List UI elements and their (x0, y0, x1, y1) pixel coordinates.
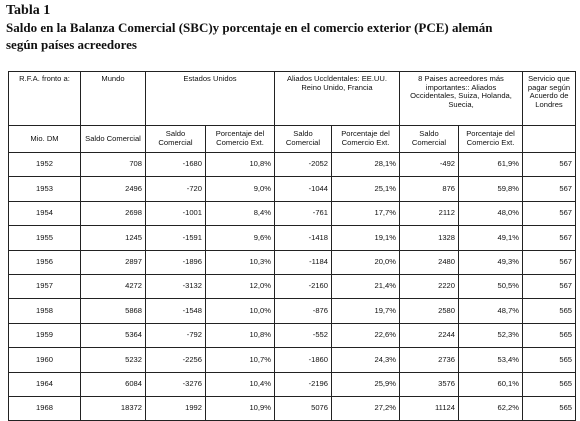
table-row (9, 299, 576, 323)
table-row (9, 348, 576, 372)
year-cell: 1952 (9, 153, 81, 177)
servicio-cell: 565 (523, 396, 576, 420)
year-cell: 1964 (9, 372, 81, 396)
mundo-cell: 5868 (81, 299, 146, 323)
ocho-pct-cell: 59,8% (459, 177, 523, 201)
trade-balance-table (8, 71, 576, 421)
header-aliados-saldo: Saldo Comercial (275, 126, 332, 153)
year-cell: 1960 (9, 348, 81, 372)
aliados-pct-cell: 19,7% (332, 299, 400, 323)
header-aliados-pct: Porcentaje del Comercio Ext. (332, 126, 400, 153)
servicio-cell: 565 (523, 372, 576, 396)
ocho-saldo-cell: 2244 (400, 323, 459, 347)
aliados-saldo-cell: -2052 (275, 153, 332, 177)
mundo-cell: 2897 (81, 250, 146, 274)
mundo-cell: 18372 (81, 396, 146, 420)
year-cell: 1956 (9, 250, 81, 274)
aliados-pct-cell: 22,6% (332, 323, 400, 347)
header-mundo-saldo: Saldo Comercial (81, 126, 146, 153)
year-cell: 1953 (9, 177, 81, 201)
aliados-pct-cell: 20,0% (332, 250, 400, 274)
servicio-cell: 567 (523, 177, 576, 201)
ocho-pct-cell: 60,1% (459, 372, 523, 396)
us-saldo-cell: -1001 (146, 201, 206, 225)
aliados-saldo-cell: -552 (275, 323, 332, 347)
servicio-cell: 565 (523, 323, 576, 347)
aliados-saldo-cell: -1418 (275, 226, 332, 250)
us-pct-cell: 10,3% (206, 250, 275, 274)
us-saldo-cell: -792 (146, 323, 206, 347)
year-cell: 1954 (9, 201, 81, 225)
table-row (9, 153, 576, 177)
table-title-line-1: Saldo en la Balanza Comercial (SBC)y porcentaje en el comercio exterior (PCE) alemán (6, 20, 493, 35)
ocho-pct-cell: 50,5% (459, 274, 523, 298)
us-saldo-cell: -1591 (146, 226, 206, 250)
us-saldo-cell: -2256 (146, 348, 206, 372)
us-saldo-cell: -720 (146, 177, 206, 201)
aliados-saldo-cell: -1044 (275, 177, 332, 201)
header-estados-unidos: Estados Unidos (146, 72, 275, 126)
us-pct-cell: 8,4% (206, 201, 275, 225)
table-row (9, 396, 576, 420)
ocho-pct-cell: 52,3% (459, 323, 523, 347)
ocho-pct-cell: 62,2% (459, 396, 523, 420)
us-pct-cell: 9,0% (206, 177, 275, 201)
header-mundo: Mundo (81, 72, 146, 126)
servicio-cell: 565 (523, 348, 576, 372)
mundo-cell: 6084 (81, 372, 146, 396)
ocho-saldo-cell: 2112 (400, 201, 459, 225)
table-row (9, 177, 576, 201)
header-ocho-pct: Porcentaje del Comercio Ext. (459, 126, 523, 153)
mundo-cell: 708 (81, 153, 146, 177)
aliados-pct-cell: 25,1% (332, 177, 400, 201)
aliados-saldo-cell: -761 (275, 201, 332, 225)
ocho-saldo-cell: 2480 (400, 250, 459, 274)
aliados-saldo-cell: 5076 (275, 396, 332, 420)
us-pct-cell: 12,0% (206, 274, 275, 298)
us-pct-cell: 10,4% (206, 372, 275, 396)
header-servicio-blank (523, 126, 576, 153)
mundo-cell: 2698 (81, 201, 146, 225)
ocho-pct-cell: 49,3% (459, 250, 523, 274)
table-caption (6, 3, 576, 53)
us-pct-cell: 10,8% (206, 323, 275, 347)
header-rfa: R.F.A. fronto a: (9, 72, 81, 126)
us-saldo-cell: 1992 (146, 396, 206, 420)
table-row (9, 250, 576, 274)
servicio-cell: 567 (523, 201, 576, 225)
mundo-cell: 5232 (81, 348, 146, 372)
year-cell: 1958 (9, 299, 81, 323)
header-us-pct: Porcentaje del Comercio Ext. (206, 126, 275, 153)
mundo-cell: 1245 (81, 226, 146, 250)
servicio-cell: 567 (523, 274, 576, 298)
servicio-cell: 567 (523, 226, 576, 250)
aliados-pct-cell: 24,3% (332, 348, 400, 372)
aliados-pct-cell: 28,1% (332, 153, 400, 177)
aliados-saldo-cell: -1860 (275, 348, 332, 372)
table-row (9, 323, 576, 347)
header-mio-dm: Mio. DM (9, 126, 81, 153)
ocho-pct-cell: 53,4% (459, 348, 523, 372)
year-cell: 1968 (9, 396, 81, 420)
ocho-pct-cell: 48,0% (459, 201, 523, 225)
header-us-saldo: Saldo Comercial (146, 126, 206, 153)
us-saldo-cell: -1680 (146, 153, 206, 177)
us-pct-cell: 10,0% (206, 299, 275, 323)
us-saldo-cell: -1548 (146, 299, 206, 323)
year-cell: 1957 (9, 274, 81, 298)
ocho-saldo-cell: 3576 (400, 372, 459, 396)
table-row (9, 274, 576, 298)
aliados-saldo-cell: -1184 (275, 250, 332, 274)
ocho-saldo-cell: 876 (400, 177, 459, 201)
us-saldo-cell: -3276 (146, 372, 206, 396)
table-row (9, 372, 576, 396)
ocho-saldo-cell: 2220 (400, 274, 459, 298)
header-ocho-paises: 8 Paises acreedores más importantes:: Aliados Occidentales, Suiza, Holanda, Suecia, (400, 72, 523, 126)
ocho-pct-cell: 61,9% (459, 153, 523, 177)
aliados-pct-cell: 21,4% (332, 274, 400, 298)
year-cell: 1959 (9, 323, 81, 347)
ocho-saldo-cell: 11124 (400, 396, 459, 420)
ocho-pct-cell: 49,1% (459, 226, 523, 250)
ocho-pct-cell: 48,7% (459, 299, 523, 323)
table-row (9, 201, 576, 225)
us-pct-cell: 10,9% (206, 396, 275, 420)
us-saldo-cell: -1896 (146, 250, 206, 274)
servicio-cell: 567 (523, 153, 576, 177)
mundo-cell: 2496 (81, 177, 146, 201)
header-servicio: Servicio que pagar según Acuerdo de Londres (523, 72, 576, 126)
ocho-saldo-cell: -492 (400, 153, 459, 177)
us-pct-cell: 10,7% (206, 348, 275, 372)
servicio-cell: 567 (523, 250, 576, 274)
servicio-cell: 565 (523, 299, 576, 323)
year-cell: 1955 (9, 226, 81, 250)
table-title-line-2: según países acreedores (6, 37, 137, 52)
aliados-pct-cell: 25,9% (332, 372, 400, 396)
header-aliados-occidentales: Aliados Uccldentales: EE.UU. Reino Unido, Francia (275, 72, 400, 126)
header-ocho-saldo: Saldo Comercial (400, 126, 459, 153)
table-row (9, 226, 576, 250)
us-pct-cell: 10,8% (206, 153, 275, 177)
ocho-saldo-cell: 2736 (400, 348, 459, 372)
us-saldo-cell: -3132 (146, 274, 206, 298)
ocho-saldo-cell: 2580 (400, 299, 459, 323)
ocho-saldo-cell: 1328 (400, 226, 459, 250)
aliados-pct-cell: 27,2% (332, 396, 400, 420)
aliados-saldo-cell: -876 (275, 299, 332, 323)
aliados-pct-cell: 17,7% (332, 201, 400, 225)
mundo-cell: 4272 (81, 274, 146, 298)
mundo-cell: 5364 (81, 323, 146, 347)
aliados-pct-cell: 19,1% (332, 226, 400, 250)
aliados-saldo-cell: -2160 (275, 274, 332, 298)
table-number: Tabla 1 (6, 3, 51, 18)
us-pct-cell: 9,6% (206, 226, 275, 250)
aliados-saldo-cell: -2196 (275, 372, 332, 396)
